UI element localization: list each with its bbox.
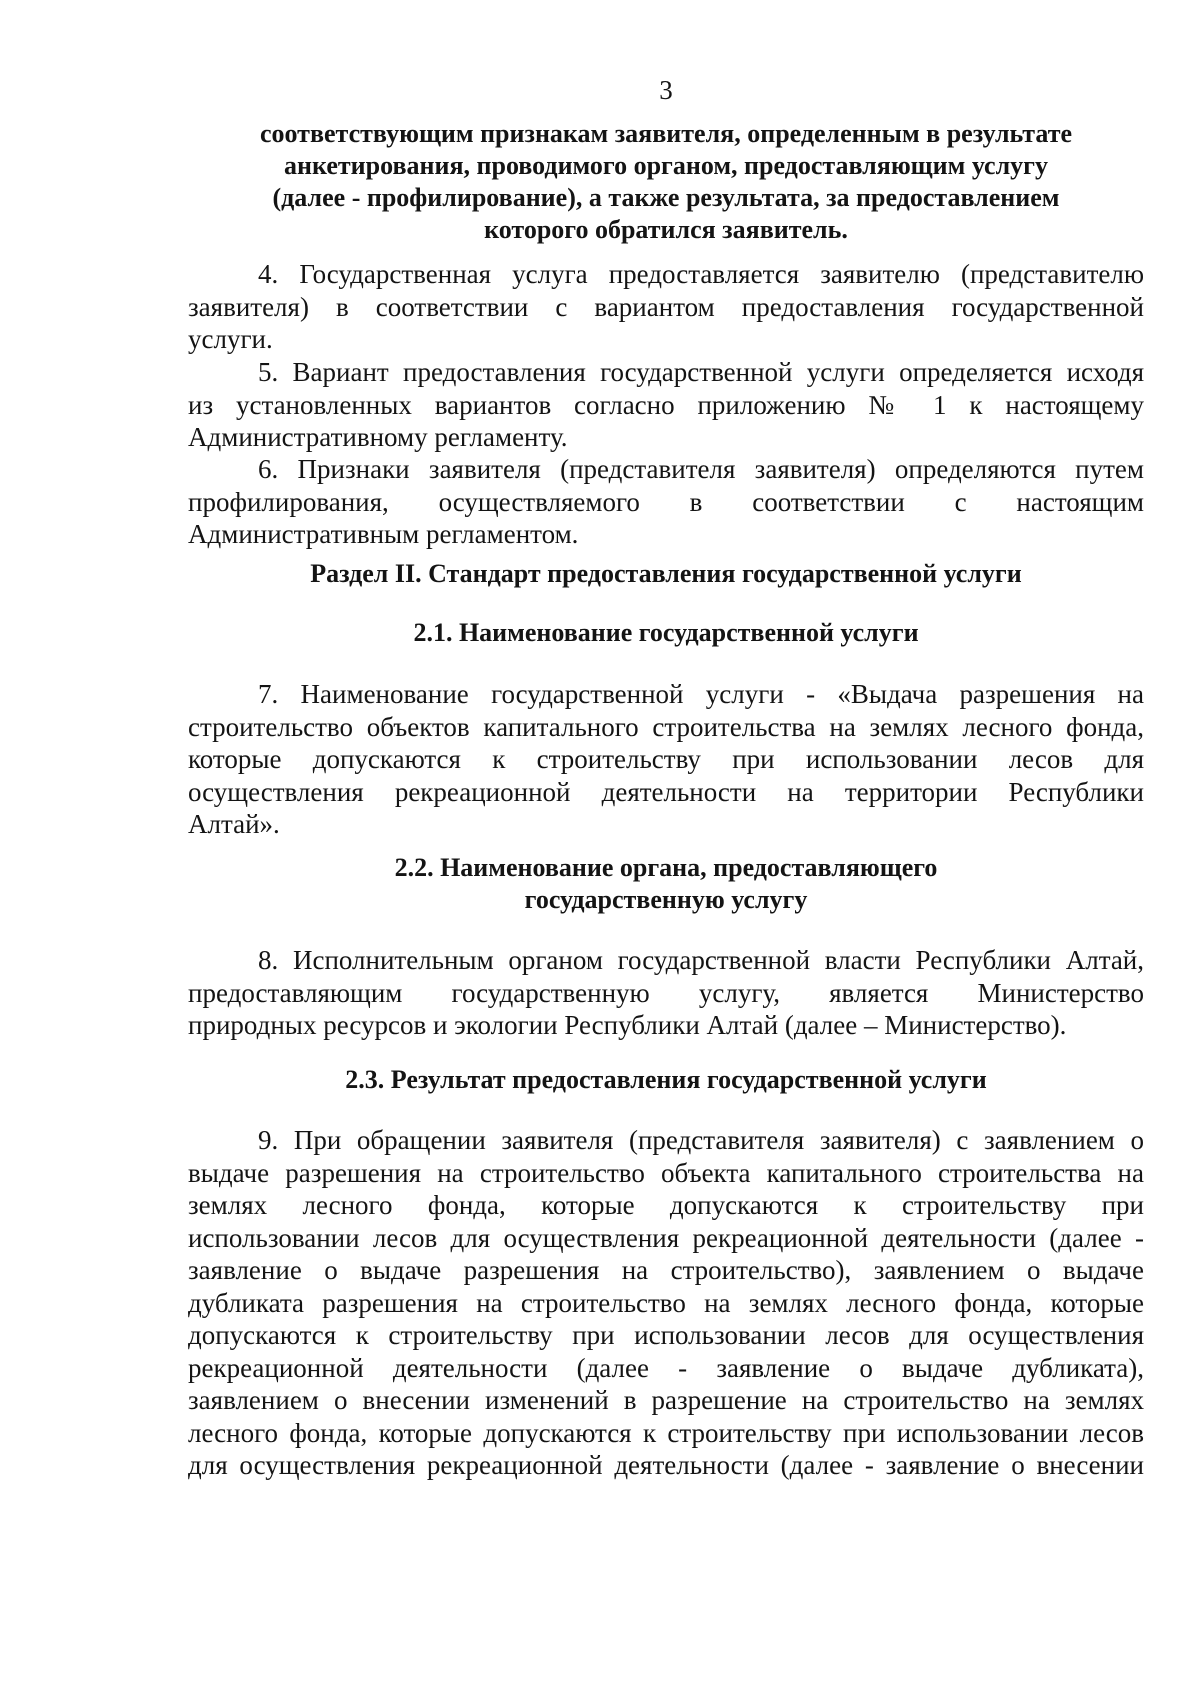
paragraph-line: услуги. — [188, 324, 273, 354]
intro-line: которого обратился заявитель. — [484, 215, 848, 244]
paragraph-line: из установленных вариантов согласно приложению № 1 к настоящему — [188, 389, 1144, 420]
paragraph-line: предоставляющим государственную услугу, является Министерство — [188, 977, 1144, 1008]
paragraph-line: Алтай». — [188, 809, 280, 839]
paragraph-line: использовании лесов для осуществления рекреационной деятельности (далее - — [188, 1222, 1144, 1253]
heading-2-1: 2.1. Наименование государственной услуги — [413, 618, 919, 647]
document-page — [188, 0, 1144, 1693]
intro-line: анкетирования, проводимого органом, предоставляющим услугу — [284, 151, 1048, 180]
heading-line: государственную услугу — [524, 885, 808, 914]
paragraph-line: заявлением о внесении изменений в разрешение на строительство на землях — [188, 1385, 1144, 1415]
paragraph-line: для осуществления рекреационной деятельности (далее - заявление о внесении — [188, 1450, 1144, 1480]
paragraph-line: 8. Исполнительным органом государственной власти Республики Алтай, — [258, 945, 1144, 975]
paragraph-line: строительство объектов капитального строительства на землях лесного фонда, — [188, 711, 1144, 742]
paragraph-line: Административному регламенту. — [188, 422, 568, 452]
paragraph-line: 7. Наименование государственной услуги - «Выдача разрешения на — [258, 679, 1144, 709]
intro-line: соответствующим признакам заявителя, определенным в результате — [259, 119, 1073, 148]
heading-2-2 — [188, 852, 1144, 916]
paragraph-line: Административным регламентом. — [188, 519, 579, 549]
intro-bold-text — [188, 118, 1144, 246]
page-number: 3 — [659, 75, 673, 105]
paragraph-line: рекреационной деятельности (далее - заявление о выдаче дубликата), — [188, 1352, 1144, 1383]
heading-line: 2.2. Наименование органа, предоставляющего — [394, 853, 938, 882]
paragraph-line: землях лесного фонда, которые допускаются к строительству при — [188, 1190, 1144, 1220]
paragraph-line: 9. При обращении заявителя (представителя заявителя) с заявлением о — [258, 1125, 1144, 1155]
paragraph-7 — [188, 678, 1144, 841]
paragraph-line: 4. Государственная услуга предоставляется заявителю (представителю — [258, 259, 1144, 289]
intro-line: (далее - профилирование), а также результата, за предоставлением — [272, 183, 1060, 212]
paragraph-line: выдаче разрешения на строительство объекта капитального строительства на — [188, 1157, 1144, 1188]
paragraph-8 — [188, 944, 1144, 1042]
paragraph-4 — [188, 258, 1144, 356]
section-2-heading: Раздел II. Стандарт предоставления государственной услуги — [310, 559, 1022, 588]
paragraph-line: которые допускаются к строительству при использовании лесов для — [188, 744, 1144, 774]
paragraph-6 — [188, 453, 1144, 551]
paragraph-line: 6. Признаки заявителя (представителя заявителя) определяются путем — [258, 454, 1144, 484]
paragraph-line: заявителя) в соответствии с вариантом предоставления государственной — [188, 291, 1144, 322]
paragraph-line: осуществления рекреационной деятельности на территории Республики — [188, 776, 1144, 807]
paragraph-5 — [188, 356, 1144, 454]
paragraph-line: 5. Вариант предоставления государственной услуги определяется исходя — [258, 357, 1144, 387]
heading-2-3: 2.3. Результат предоставления государственной услуги — [345, 1065, 987, 1094]
paragraph-line: лесного фонда, которые допускаются к строительству при использовании лесов — [188, 1417, 1144, 1448]
paragraph-line: заявление о выдаче разрешения на строительство), заявлением о выдаче — [188, 1255, 1144, 1285]
paragraph-line: допускаются к строительству при использовании лесов для осуществления — [188, 1320, 1144, 1350]
paragraph-line: природных ресурсов и экологии Республики Алтай (далее – Министерство). — [188, 1010, 1067, 1040]
paragraph-line: профилирования, осуществляемого в соответствии с настоящим — [188, 486, 1144, 517]
paragraph-line: дубликата разрешения на строительство на землях лесного фонда, которые — [188, 1287, 1144, 1318]
paragraph-9 — [188, 1124, 1144, 1482]
